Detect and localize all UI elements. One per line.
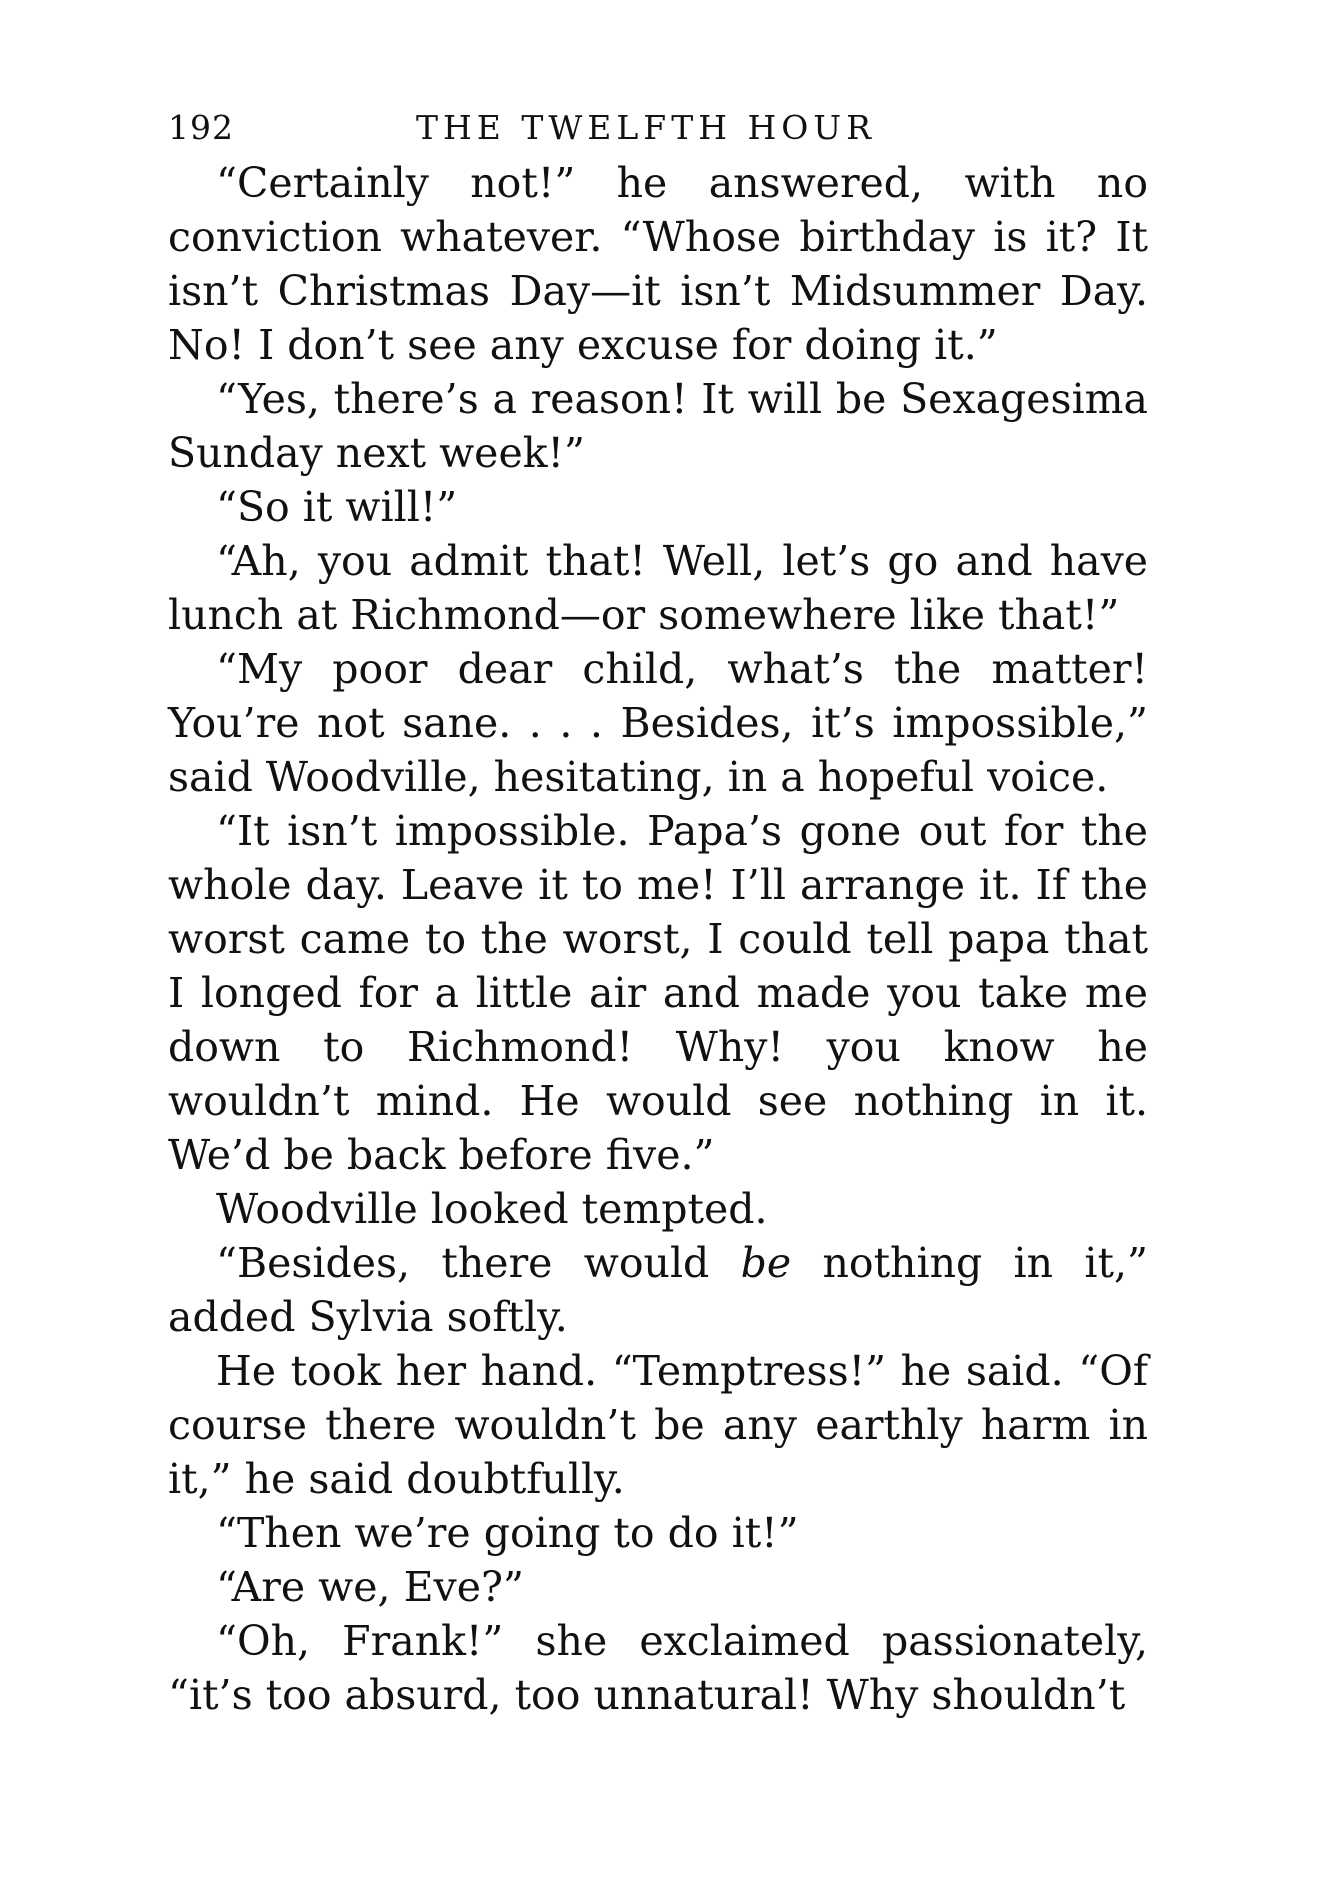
paragraph-text: “My poor dear child, what’s the matter! You’re not sane. . . . Besides, it’s impossible,” said Woodville, hesitating, in a hopeful voice. (168, 645, 1148, 801)
book-page (168, 108, 1148, 1722)
paragraph-text: “Yes, there’s a reason! It will be Sexagesima Sunday next week!” (168, 375, 1148, 477)
body-text (168, 156, 1148, 1722)
paragraph-text: “Are we, Eve?” (216, 1563, 524, 1611)
paragraph (168, 1236, 1148, 1344)
paragraph (168, 1182, 1148, 1236)
paragraph (168, 1344, 1148, 1506)
paragraph (168, 480, 1148, 534)
book-title: THE TWELFTH HOUR (416, 108, 876, 147)
paragraph (168, 534, 1148, 642)
paragraph (168, 1614, 1148, 1722)
paragraph (168, 156, 1148, 372)
paragraph (168, 642, 1148, 804)
paragraph-text: “Ah, you admit that! Well, let’s go and have lunch at Richmond—or somewhere like that!” (168, 537, 1148, 639)
paragraph (168, 1560, 1148, 1614)
page-number: 192 (168, 108, 234, 147)
paragraph-text: “It isn’t impossible. Papa’s gone out for the whole day. Leave it to me! I’ll arrange it. If the worst came to the worst, I could tell papa that I longed for a little air and made you take me down to Richmond! Why! you know he wouldn’t mind. He would see nothing in it. We’d be back before five.” (168, 807, 1148, 1179)
emphasized-word: be (740, 1239, 792, 1287)
paragraph-text: nothing in it,” added Sylvia softly. (168, 1239, 1148, 1341)
paragraph-text: “Besides, there would (216, 1239, 741, 1287)
paragraph (168, 372, 1148, 480)
paragraph-text: “Certainly not!” he answered, with no conviction whatever. “Whose birthday is it? It isn’t Christmas Day—it isn’t Midsummer Day. No! I don’t see any excuse for doing it.” (168, 159, 1148, 369)
paragraph-text: “Then we’re going to do it!” (216, 1509, 799, 1557)
paragraph-text: Woodville looked tempted. (216, 1185, 768, 1233)
running-head (168, 108, 1148, 156)
paragraph (168, 1506, 1148, 1560)
paragraph-text: “Oh, Frank!” she exclaimed passionately, “it’s too absurd, too unnatural! Why shouldn’t (168, 1617, 1148, 1719)
paragraph (168, 804, 1148, 1182)
paragraph-text: He took her hand. “Temptress!” he said. “Of course there wouldn’t be any earthly harm in it,” he said doubtfully. (168, 1347, 1148, 1503)
paragraph-text: “So it will!” (216, 483, 458, 531)
